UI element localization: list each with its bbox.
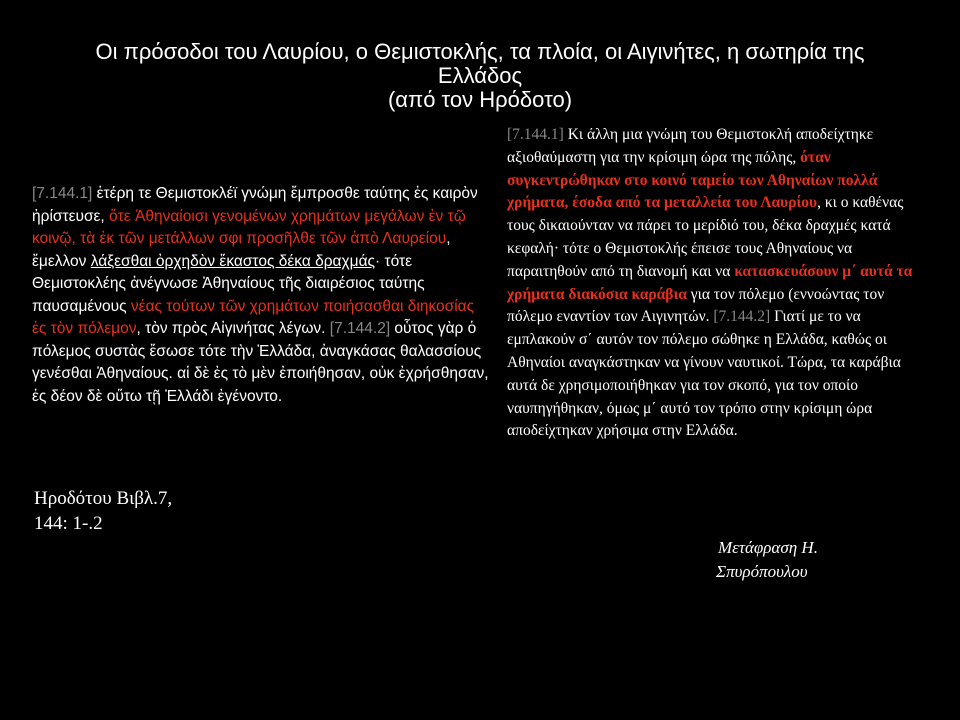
original-highlight-revenues: ὅτε Ἀθηναίοισι γενομένων χρημάτων μεγάλων ἐν τῷ κοινῷ, τὰ ἐκ τῶν μετάλλων σφι προσῆλθε τῶν ἀπὸ Λαυρείου — [32, 207, 466, 247]
title-line-3: (από τον Ηρόδοτο) — [387, 87, 573, 112]
original-text-segment: , ἔμελλον — [32, 230, 451, 270]
original-text-segment: ἑτέρη τε Θεμιστοκλέϊ γνώμη ἔμπροσθε ταύτης ἐς καιρὸν ἠρίστευσε, — [32, 185, 478, 225]
reference-7-144-1: [7.144.1] — [32, 185, 93, 202]
translation-highlight-ships: κατασκευάσουν μ΄ αυτά τα χρήματα διακόσια καράβια — [507, 262, 913, 303]
original-text-segment: οὗτος γὰρ ὁ πόλεμος συστὰς ἔσωσε τότε τὴν Ἑλλάδα, ἀναγκάσας θαλασσίους γενέσθαι Ἀθηναίους. αἱ δὲ ἐς τὸ μὲν ἐποιήθησαν, οὐκ ἐχρήσθησαν, ἐς δέον δὲ οὕτω τῇ Ἑλλάδι ἐγένοντο. — [32, 320, 489, 405]
translation-text-segment: Κι άλλη μια γνώμη του Θεμιστοκλή αποδείχτηκε αξιοθαύμαστη για την κρίσιμη ώρα της πόλης, — [507, 126, 874, 166]
original-text-segment: , τὸν πρὸς Αἰγινήτας λέγων. — [136, 320, 330, 337]
ancient-greek-text — [32, 183, 492, 408]
original-highlight-ships: νέας τούτων τῶν χρημάτων ποιήσασθαι διηκοσίας ἐς τὸν πόλεμον — [32, 297, 475, 337]
title-line-2: Ελλάδος — [437, 63, 523, 88]
reference-7-144-2: [7.144.2] — [329, 320, 391, 337]
source-line-1: Ηροδότου Βιβλ.7, — [34, 488, 173, 509]
original-text-segment: · τότε Θεμιστοκλέης ἀνέγνωσε Ἀθηναίους τῆς διαιρέσιος ταύτης παυσαμένους — [32, 252, 425, 315]
original-underlined-phrase: λάξεσθαι ὀρχηδὸν ἕκαστος δέκα δραχμάς — [90, 252, 375, 270]
source-line-2: 144: 1-.2 — [34, 513, 103, 534]
source-citation — [34, 486, 274, 536]
translator-line-2: Σπυρόπουλου — [716, 562, 808, 581]
page-title — [0, 40, 960, 112]
title-line-1: Οι πρόσοδοι του Λαυρίου, ο Θεμιστοκλής, τα πλοία, οι Αιγινήτες, η σωτηρία της — [95, 39, 865, 64]
modern-greek-translation — [507, 124, 932, 443]
reference-7-144-2: [7.144.2] — [713, 308, 771, 326]
translation-text-segment: Γιατί με το να εμπλακούν σ΄ αυτόν τον πόλεμο σώθηκε η Ελλάδα, καθώς οι Αθηναίοι αναγκάστηκαν να γίνουν ναυτικοί. Τώρα, τα καράβια αυτά δε χρησιμοποιήθηκαν για τον σκοπό, για τον οποίο ναυπηγήθηκαν, όμως μ΄ αυτό τον τρόπο στην κρίσιμη ώρα αποδείχτηκαν χρήσιμα στην Ελλάδα. — [507, 308, 901, 440]
translation-text-segment: για τον πόλεμο (εννοώντας τον πόλεμο εναντίον των Αιγινητών. — [507, 285, 885, 326]
translator-line-1: Μετάφραση Η. — [718, 538, 818, 557]
reference-7-144-1: [7.144.1] — [507, 126, 564, 143]
translation-text-segment: , κι ο καθένας τους δικαιούνταν να πάρει το μερίδιό του, δέκα δραχμές κατά κεφαλή· τότε ο Θεμιστοκλής έπεισε τους Αθηναίους να παραιτηθούν από τη διανομή και να — [507, 194, 904, 280]
translator-credit — [718, 536, 938, 584]
translation-highlight-revenues: όταν συγκεντρώθηκαν στο κοινό ταμείο των Αθηναίων πολλά χρήματα, έσοδα από τα μεταλλεία του Λαυρίου — [507, 148, 878, 212]
